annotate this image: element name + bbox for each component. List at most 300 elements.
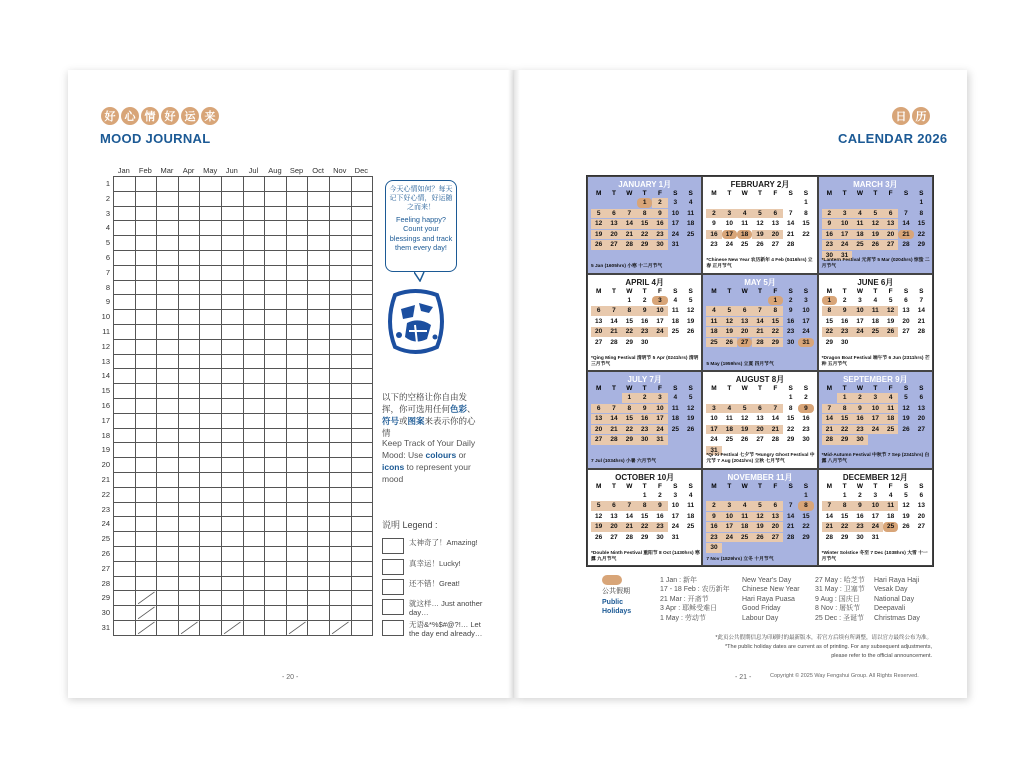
mood-cell[interactable] bbox=[351, 413, 373, 428]
mood-cell[interactable] bbox=[329, 221, 351, 236]
mood-cell[interactable] bbox=[243, 236, 265, 251]
mood-cell[interactable] bbox=[286, 546, 308, 561]
mood-cell[interactable] bbox=[243, 620, 265, 635]
mood-cell[interactable] bbox=[114, 177, 136, 192]
mood-cell[interactable] bbox=[329, 265, 351, 280]
mood-cell[interactable] bbox=[114, 280, 136, 295]
mood-cell[interactable] bbox=[351, 502, 373, 517]
mood-cell[interactable] bbox=[286, 250, 308, 265]
mood-cell[interactable] bbox=[157, 191, 179, 206]
mood-cell[interactable] bbox=[329, 236, 351, 251]
mood-cell[interactable] bbox=[265, 206, 287, 221]
mood-cell[interactable] bbox=[329, 295, 351, 310]
mood-cell[interactable] bbox=[286, 428, 308, 443]
mood-cell[interactable] bbox=[200, 532, 222, 547]
mood-cell[interactable] bbox=[200, 428, 222, 443]
mood-cell[interactable] bbox=[351, 398, 373, 413]
mood-cell[interactable] bbox=[243, 384, 265, 399]
mood-cell[interactable] bbox=[286, 487, 308, 502]
mood-cell[interactable] bbox=[221, 428, 243, 443]
mood-cell[interactable] bbox=[351, 620, 373, 635]
mood-cell[interactable] bbox=[308, 398, 330, 413]
mood-cell[interactable] bbox=[221, 280, 243, 295]
mood-cell[interactable] bbox=[200, 369, 222, 384]
mood-cell[interactable] bbox=[178, 546, 200, 561]
mood-cell[interactable] bbox=[286, 354, 308, 369]
mood-cell[interactable] bbox=[265, 576, 287, 591]
mood-cell[interactable] bbox=[286, 576, 308, 591]
mood-cell[interactable] bbox=[157, 606, 179, 621]
mood-cell[interactable] bbox=[221, 177, 243, 192]
mood-cell[interactable] bbox=[114, 620, 136, 635]
mood-cell[interactable] bbox=[157, 310, 179, 325]
mood-cell[interactable] bbox=[351, 280, 373, 295]
mood-cell[interactable] bbox=[351, 339, 373, 354]
mood-cell[interactable] bbox=[265, 369, 287, 384]
mood-cell[interactable] bbox=[178, 428, 200, 443]
mood-cell[interactable] bbox=[178, 517, 200, 532]
mood-cell[interactable] bbox=[308, 546, 330, 561]
mood-cell[interactable] bbox=[329, 517, 351, 532]
mood-cell[interactable] bbox=[200, 546, 222, 561]
mood-cell[interactable] bbox=[200, 324, 222, 339]
mood-cell[interactable] bbox=[114, 561, 136, 576]
mood-cell[interactable] bbox=[114, 250, 136, 265]
mood-cell[interactable] bbox=[221, 487, 243, 502]
mood-cell[interactable] bbox=[114, 532, 136, 547]
mood-cell[interactable] bbox=[135, 398, 157, 413]
mood-cell[interactable] bbox=[114, 591, 136, 606]
mood-cell[interactable] bbox=[308, 502, 330, 517]
mood-cell[interactable] bbox=[135, 206, 157, 221]
mood-cell[interactable] bbox=[157, 517, 179, 532]
mood-cell[interactable] bbox=[114, 502, 136, 517]
mood-cell[interactable] bbox=[157, 620, 179, 635]
mood-cell[interactable] bbox=[265, 546, 287, 561]
mood-cell[interactable] bbox=[178, 591, 200, 606]
legend-item[interactable] bbox=[382, 579, 484, 595]
mood-cell[interactable] bbox=[308, 384, 330, 399]
mood-cell[interactable] bbox=[221, 236, 243, 251]
mood-cell[interactable] bbox=[243, 561, 265, 576]
mood-cell[interactable] bbox=[221, 250, 243, 265]
mood-cell[interactable] bbox=[351, 546, 373, 561]
mood-cell[interactable] bbox=[157, 472, 179, 487]
mood-cell[interactable] bbox=[286, 458, 308, 473]
mood-cell[interactable] bbox=[114, 517, 136, 532]
mood-cell[interactable] bbox=[308, 265, 330, 280]
mood-cell[interactable] bbox=[351, 206, 373, 221]
mood-cell[interactable] bbox=[351, 324, 373, 339]
mood-cell[interactable] bbox=[329, 532, 351, 547]
mood-cell[interactable] bbox=[200, 177, 222, 192]
mood-cell[interactable] bbox=[265, 428, 287, 443]
mood-cell[interactable] bbox=[329, 413, 351, 428]
mood-cell[interactable] bbox=[200, 339, 222, 354]
mood-cell[interactable] bbox=[200, 191, 222, 206]
mood-cell[interactable] bbox=[135, 532, 157, 547]
mood-cell[interactable] bbox=[329, 339, 351, 354]
mood-cell[interactable] bbox=[200, 295, 222, 310]
mood-cell[interactable] bbox=[351, 310, 373, 325]
mood-cell[interactable] bbox=[135, 339, 157, 354]
mood-cell[interactable] bbox=[200, 384, 222, 399]
mood-cell[interactable] bbox=[351, 576, 373, 591]
mood-cell[interactable] bbox=[329, 280, 351, 295]
mood-cell[interactable] bbox=[243, 576, 265, 591]
mood-cell[interactable] bbox=[157, 384, 179, 399]
mood-cell[interactable] bbox=[157, 280, 179, 295]
mood-cell[interactable] bbox=[135, 576, 157, 591]
mood-cell[interactable] bbox=[135, 250, 157, 265]
mood-cell[interactable] bbox=[114, 576, 136, 591]
mood-cell[interactable] bbox=[114, 443, 136, 458]
mood-cell[interactable] bbox=[221, 369, 243, 384]
mood-cell[interactable] bbox=[329, 620, 351, 635]
mood-cell[interactable] bbox=[200, 398, 222, 413]
mood-cell[interactable] bbox=[308, 191, 330, 206]
mood-cell[interactable] bbox=[329, 561, 351, 576]
mood-cell[interactable] bbox=[308, 620, 330, 635]
mood-cell[interactable] bbox=[157, 591, 179, 606]
legend-box[interactable] bbox=[382, 579, 404, 595]
mood-cell[interactable] bbox=[221, 502, 243, 517]
mood-cell[interactable] bbox=[178, 221, 200, 236]
mood-cell[interactable] bbox=[135, 295, 157, 310]
mood-cell[interactable] bbox=[135, 280, 157, 295]
mood-cell[interactable] bbox=[351, 458, 373, 473]
mood-cell[interactable] bbox=[157, 369, 179, 384]
mood-cell[interactable] bbox=[265, 487, 287, 502]
mood-cell[interactable] bbox=[114, 472, 136, 487]
mood-cell[interactable] bbox=[114, 458, 136, 473]
mood-cell[interactable] bbox=[329, 354, 351, 369]
mood-cell[interactable] bbox=[221, 339, 243, 354]
mood-cell[interactable] bbox=[135, 502, 157, 517]
mood-cell[interactable] bbox=[308, 177, 330, 192]
mood-cell[interactable] bbox=[157, 458, 179, 473]
mood-cell[interactable] bbox=[286, 620, 308, 635]
mood-cell[interactable] bbox=[178, 576, 200, 591]
mood-cell[interactable] bbox=[157, 546, 179, 561]
mood-cell[interactable] bbox=[178, 265, 200, 280]
mood-cell[interactable] bbox=[157, 398, 179, 413]
mood-cell[interactable] bbox=[329, 206, 351, 221]
mood-cell[interactable] bbox=[135, 369, 157, 384]
mood-cell[interactable] bbox=[286, 221, 308, 236]
mood-cell[interactable] bbox=[157, 576, 179, 591]
mood-cell[interactable] bbox=[329, 310, 351, 325]
legend-item[interactable] bbox=[382, 559, 484, 575]
mood-cell[interactable] bbox=[243, 280, 265, 295]
mood-cell[interactable] bbox=[265, 517, 287, 532]
mood-cell[interactable] bbox=[351, 295, 373, 310]
mood-cell[interactable] bbox=[351, 236, 373, 251]
mood-cell[interactable] bbox=[178, 472, 200, 487]
mood-cell[interactable] bbox=[200, 458, 222, 473]
mood-cell[interactable] bbox=[308, 487, 330, 502]
mood-cell[interactable] bbox=[200, 517, 222, 532]
mood-cell[interactable] bbox=[135, 606, 157, 621]
mood-cell[interactable] bbox=[114, 487, 136, 502]
mood-cell[interactable] bbox=[265, 620, 287, 635]
mood-cell[interactable] bbox=[135, 324, 157, 339]
mood-cell[interactable] bbox=[308, 561, 330, 576]
mood-cell[interactable] bbox=[308, 324, 330, 339]
mood-cell[interactable] bbox=[157, 443, 179, 458]
mood-cell[interactable] bbox=[243, 310, 265, 325]
mood-cell[interactable] bbox=[157, 206, 179, 221]
mood-cell[interactable] bbox=[351, 606, 373, 621]
mood-cell[interactable] bbox=[329, 428, 351, 443]
legend-box[interactable] bbox=[382, 538, 404, 554]
mood-cell[interactable] bbox=[178, 191, 200, 206]
mood-cell[interactable] bbox=[286, 310, 308, 325]
mood-cell[interactable] bbox=[243, 591, 265, 606]
mood-cell[interactable] bbox=[200, 561, 222, 576]
legend-item[interactable] bbox=[382, 620, 484, 639]
mood-cell[interactable] bbox=[265, 384, 287, 399]
mood-cell[interactable] bbox=[243, 324, 265, 339]
mood-cell[interactable] bbox=[178, 280, 200, 295]
mood-cell[interactable] bbox=[135, 413, 157, 428]
mood-cell[interactable] bbox=[351, 591, 373, 606]
mood-cell[interactable] bbox=[265, 265, 287, 280]
mood-cell[interactable] bbox=[243, 398, 265, 413]
mood-cell[interactable] bbox=[221, 324, 243, 339]
mood-cell[interactable] bbox=[114, 428, 136, 443]
mood-cell[interactable] bbox=[329, 487, 351, 502]
mood-cell[interactable] bbox=[329, 443, 351, 458]
mood-cell[interactable] bbox=[178, 236, 200, 251]
mood-cell[interactable] bbox=[265, 295, 287, 310]
mood-cell[interactable] bbox=[308, 443, 330, 458]
mood-cell[interactable] bbox=[308, 236, 330, 251]
mood-cell[interactable] bbox=[221, 546, 243, 561]
mood-cell[interactable] bbox=[308, 250, 330, 265]
mood-cell[interactable] bbox=[200, 487, 222, 502]
mood-cell[interactable] bbox=[221, 206, 243, 221]
mood-cell[interactable] bbox=[178, 206, 200, 221]
mood-cell[interactable] bbox=[243, 546, 265, 561]
legend-box[interactable] bbox=[382, 559, 404, 575]
mood-cell[interactable] bbox=[308, 428, 330, 443]
mood-cell[interactable] bbox=[135, 443, 157, 458]
mood-cell[interactable] bbox=[135, 384, 157, 399]
mood-cell[interactable] bbox=[286, 502, 308, 517]
mood-cell[interactable] bbox=[178, 413, 200, 428]
mood-cell[interactable] bbox=[308, 591, 330, 606]
mood-cell[interactable] bbox=[135, 310, 157, 325]
mood-cell[interactable] bbox=[286, 206, 308, 221]
mood-cell[interactable] bbox=[308, 206, 330, 221]
mood-cell[interactable] bbox=[243, 339, 265, 354]
mood-cell[interactable] bbox=[265, 221, 287, 236]
mood-cell[interactable] bbox=[286, 606, 308, 621]
mood-cell[interactable] bbox=[286, 517, 308, 532]
mood-cell[interactable] bbox=[178, 502, 200, 517]
mood-cell[interactable] bbox=[178, 487, 200, 502]
mood-cell[interactable] bbox=[114, 191, 136, 206]
mood-cell[interactable] bbox=[243, 413, 265, 428]
mood-cell[interactable] bbox=[351, 472, 373, 487]
mood-cell[interactable] bbox=[329, 591, 351, 606]
mood-cell[interactable] bbox=[286, 177, 308, 192]
mood-cell[interactable] bbox=[221, 458, 243, 473]
mood-cell[interactable] bbox=[308, 576, 330, 591]
mood-cell[interactable] bbox=[157, 532, 179, 547]
mood-cell[interactable] bbox=[114, 324, 136, 339]
mood-cell[interactable] bbox=[243, 354, 265, 369]
mood-cell[interactable] bbox=[200, 413, 222, 428]
mood-cell[interactable] bbox=[221, 443, 243, 458]
mood-cell[interactable] bbox=[221, 472, 243, 487]
mood-cell[interactable] bbox=[200, 443, 222, 458]
mood-cell[interactable] bbox=[351, 517, 373, 532]
mood-cell[interactable] bbox=[286, 339, 308, 354]
mood-cell[interactable] bbox=[114, 546, 136, 561]
mood-cell[interactable] bbox=[243, 177, 265, 192]
mood-cell[interactable] bbox=[221, 620, 243, 635]
mood-cell[interactable] bbox=[114, 265, 136, 280]
mood-cell[interactable] bbox=[200, 606, 222, 621]
mood-cell[interactable] bbox=[178, 384, 200, 399]
mood-cell[interactable] bbox=[265, 561, 287, 576]
mood-cell[interactable] bbox=[351, 221, 373, 236]
mood-cell[interactable] bbox=[221, 384, 243, 399]
mood-cell[interactable] bbox=[243, 206, 265, 221]
mood-cell[interactable] bbox=[329, 177, 351, 192]
mood-cell[interactable] bbox=[308, 295, 330, 310]
mood-cell[interactable] bbox=[329, 250, 351, 265]
mood-cell[interactable] bbox=[178, 620, 200, 635]
mood-cell[interactable] bbox=[329, 576, 351, 591]
mood-cell[interactable] bbox=[221, 191, 243, 206]
mood-cell[interactable] bbox=[243, 502, 265, 517]
mood-cell[interactable] bbox=[200, 591, 222, 606]
mood-cell[interactable] bbox=[351, 369, 373, 384]
mood-cell[interactable] bbox=[329, 472, 351, 487]
mood-cell[interactable] bbox=[265, 354, 287, 369]
mood-cell[interactable] bbox=[135, 177, 157, 192]
mood-cell[interactable] bbox=[308, 354, 330, 369]
mood-cell[interactable] bbox=[135, 221, 157, 236]
mood-cell[interactable] bbox=[265, 236, 287, 251]
mood-cell[interactable] bbox=[351, 191, 373, 206]
legend-item[interactable] bbox=[382, 599, 484, 618]
mood-cell[interactable] bbox=[351, 443, 373, 458]
mood-cell[interactable] bbox=[329, 384, 351, 399]
mood-cell[interactable] bbox=[157, 265, 179, 280]
mood-cell[interactable] bbox=[286, 591, 308, 606]
mood-cell[interactable] bbox=[157, 177, 179, 192]
mood-cell[interactable] bbox=[178, 561, 200, 576]
mood-cell[interactable] bbox=[200, 354, 222, 369]
mood-cell[interactable] bbox=[265, 398, 287, 413]
mood-cell[interactable] bbox=[200, 221, 222, 236]
mood-cell[interactable] bbox=[178, 369, 200, 384]
mood-cell[interactable] bbox=[114, 413, 136, 428]
mood-cell[interactable] bbox=[265, 191, 287, 206]
mood-cell[interactable] bbox=[178, 295, 200, 310]
mood-cell[interactable] bbox=[308, 310, 330, 325]
mood-cell[interactable] bbox=[265, 443, 287, 458]
mood-cell[interactable] bbox=[351, 384, 373, 399]
mood-cell[interactable] bbox=[221, 265, 243, 280]
mood-cell[interactable] bbox=[135, 620, 157, 635]
mood-cell[interactable] bbox=[114, 339, 136, 354]
mood-cell[interactable] bbox=[265, 413, 287, 428]
mood-cell[interactable] bbox=[221, 354, 243, 369]
mood-cell[interactable] bbox=[221, 221, 243, 236]
mood-cell[interactable] bbox=[114, 369, 136, 384]
mood-cell[interactable] bbox=[221, 561, 243, 576]
mood-cell[interactable] bbox=[157, 236, 179, 251]
mood-cell[interactable] bbox=[157, 324, 179, 339]
mood-cell[interactable] bbox=[265, 606, 287, 621]
mood-cell[interactable] bbox=[157, 561, 179, 576]
mood-cell[interactable] bbox=[200, 280, 222, 295]
mood-cell[interactable] bbox=[200, 236, 222, 251]
mood-cell[interactable] bbox=[157, 339, 179, 354]
mood-cell[interactable] bbox=[200, 576, 222, 591]
mood-cell[interactable] bbox=[286, 369, 308, 384]
mood-cell[interactable] bbox=[135, 561, 157, 576]
mood-cell[interactable] bbox=[157, 354, 179, 369]
mood-cell[interactable] bbox=[265, 250, 287, 265]
mood-cell[interactable] bbox=[243, 458, 265, 473]
mood-cell[interactable] bbox=[178, 354, 200, 369]
mood-cell[interactable] bbox=[286, 472, 308, 487]
mood-cell[interactable] bbox=[221, 310, 243, 325]
mood-cell[interactable] bbox=[178, 324, 200, 339]
mood-cell[interactable] bbox=[157, 428, 179, 443]
mood-cell[interactable] bbox=[286, 532, 308, 547]
mood-cell[interactable] bbox=[200, 310, 222, 325]
mood-cell[interactable] bbox=[114, 384, 136, 399]
mood-cell[interactable] bbox=[178, 458, 200, 473]
mood-cell[interactable] bbox=[308, 280, 330, 295]
mood-cell[interactable] bbox=[114, 206, 136, 221]
mood-cell[interactable] bbox=[286, 295, 308, 310]
mood-cell[interactable] bbox=[200, 502, 222, 517]
mood-grid[interactable] bbox=[113, 176, 373, 636]
mood-cell[interactable] bbox=[329, 458, 351, 473]
mood-cell[interactable] bbox=[329, 191, 351, 206]
mood-cell[interactable] bbox=[286, 443, 308, 458]
mood-cell[interactable] bbox=[157, 250, 179, 265]
legend-box[interactable] bbox=[382, 599, 404, 615]
mood-cell[interactable] bbox=[243, 428, 265, 443]
mood-cell[interactable] bbox=[157, 502, 179, 517]
mood-cell[interactable] bbox=[135, 191, 157, 206]
mood-cell[interactable] bbox=[178, 398, 200, 413]
mood-cell[interactable] bbox=[243, 517, 265, 532]
mood-cell[interactable] bbox=[243, 472, 265, 487]
mood-cell[interactable] bbox=[114, 354, 136, 369]
mood-cell[interactable] bbox=[286, 265, 308, 280]
mood-cell[interactable] bbox=[308, 413, 330, 428]
mood-cell[interactable] bbox=[114, 310, 136, 325]
mood-cell[interactable] bbox=[178, 532, 200, 547]
mood-cell[interactable] bbox=[221, 295, 243, 310]
mood-cell[interactable] bbox=[157, 221, 179, 236]
mood-cell[interactable] bbox=[265, 324, 287, 339]
mood-cell[interactable] bbox=[200, 265, 222, 280]
mood-cell[interactable] bbox=[135, 354, 157, 369]
mood-cell[interactable] bbox=[221, 413, 243, 428]
mood-cell[interactable] bbox=[243, 487, 265, 502]
